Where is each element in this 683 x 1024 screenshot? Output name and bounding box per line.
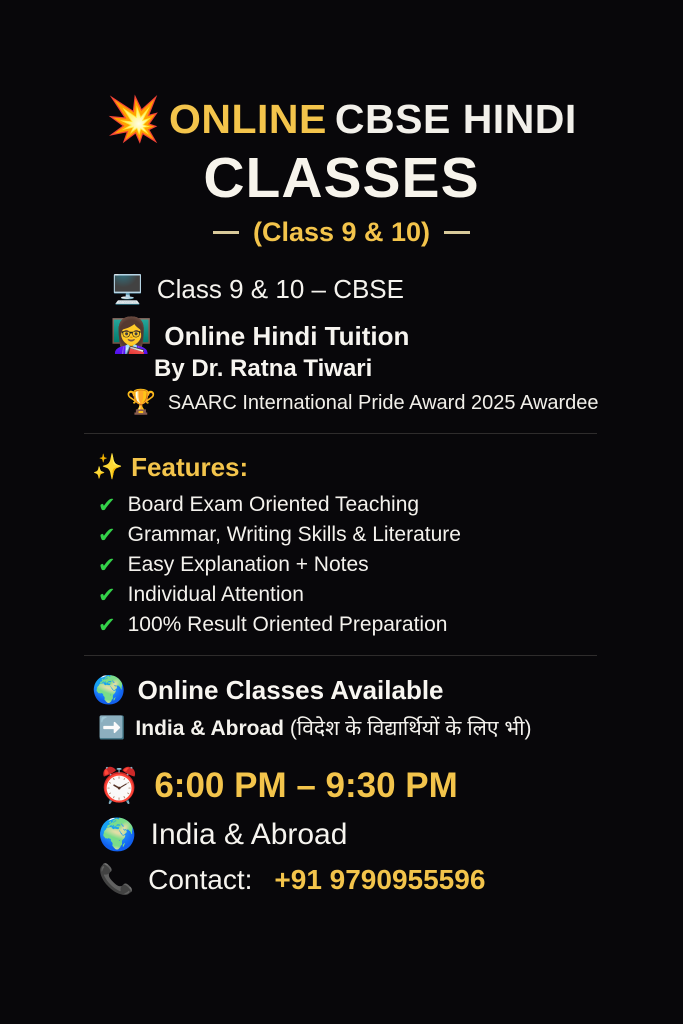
check-icon: ✔	[98, 523, 116, 547]
heading-subtitle-row	[26, 217, 657, 248]
timing-text: 6:00 PM – 9:30 PM	[154, 766, 458, 805]
heading-line-1	[26, 96, 657, 143]
info-rows	[26, 274, 657, 415]
online-classes-title: Online Classes Available	[137, 674, 444, 705]
online-classes-row	[92, 674, 657, 706]
contact-phone-number[interactable]: +91 9790955596	[274, 864, 486, 895]
arrow-right-icon: ➡️	[98, 715, 126, 740]
monitor-icon: 🖥️	[110, 273, 145, 305]
heading-line-2: CLASSES	[203, 146, 480, 210]
trophy-icon: 🏆	[126, 389, 156, 416]
features-title: Features:	[131, 452, 249, 482]
location-row	[98, 816, 657, 853]
heading-word-rest: CBSE HINDI	[334, 96, 577, 142]
abroad-text-en: India & Abroad	[135, 717, 290, 740]
contact-row[interactable]	[98, 863, 657, 897]
list-item	[98, 613, 657, 637]
info-class-text: Class 9 & 10 – CBSE	[156, 274, 404, 304]
heading-block	[26, 0, 657, 248]
heading-subtitle: (Class 9 & 10)	[252, 217, 431, 247]
list-item	[98, 493, 657, 517]
feature-text: Board Exam Oriented Teaching	[127, 493, 420, 516]
features-title-row	[92, 452, 657, 483]
info-award-text: SAARC International Pride Award 2025 Awardee	[167, 391, 599, 414]
divider-bottom	[84, 655, 597, 656]
dash-left-icon	[213, 231, 239, 234]
info-tuition-text: Online Hindi Tuition	[164, 320, 410, 351]
check-icon: ✔	[98, 553, 116, 577]
info-row-class	[110, 274, 657, 305]
teacher-icon: 👩‍🏫	[110, 317, 153, 355]
info-teacher-name: By Dr. Ratna Tiwari	[154, 355, 373, 382]
feature-text: 100% Result Oriented Preparation	[127, 613, 448, 636]
bottom-block	[26, 766, 657, 897]
check-icon: ✔	[98, 613, 116, 637]
location-text: India & Abroad	[150, 817, 348, 851]
features-list	[98, 493, 657, 637]
list-item	[98, 553, 657, 577]
timing-row	[98, 766, 657, 806]
phone-icon: 📞	[98, 864, 135, 896]
feature-text: Grammar, Writing Skills & Literature	[127, 523, 461, 546]
info-row-award	[110, 391, 657, 415]
list-item	[98, 583, 657, 607]
divider-top	[84, 433, 597, 434]
feature-text: Individual Attention	[127, 583, 304, 606]
info-row-teacher	[110, 355, 657, 383]
sparkles-icon: ✨	[92, 453, 124, 481]
contact-label: Contact:	[148, 864, 253, 895]
abroad-text-hi: (विदेश के विद्यार्थियों के लिए भी)	[289, 717, 532, 740]
abroad-text	[135, 714, 531, 742]
check-icon: ✔	[98, 493, 116, 517]
dash-right-icon	[444, 231, 470, 234]
sparkle-icon: 💥	[106, 94, 161, 144]
check-icon: ✔	[98, 583, 116, 607]
feature-text: Easy Explanation + Notes	[127, 553, 369, 576]
alarm-clock-icon: ⏰	[98, 767, 141, 805]
heading-word-online: ONLINE	[168, 96, 327, 142]
globe-icon: 🌍	[92, 675, 126, 705]
abroad-row	[98, 714, 657, 742]
list-item	[98, 523, 657, 547]
info-row-tuition	[110, 319, 657, 353]
globe-icon: 🌍	[98, 817, 137, 852]
